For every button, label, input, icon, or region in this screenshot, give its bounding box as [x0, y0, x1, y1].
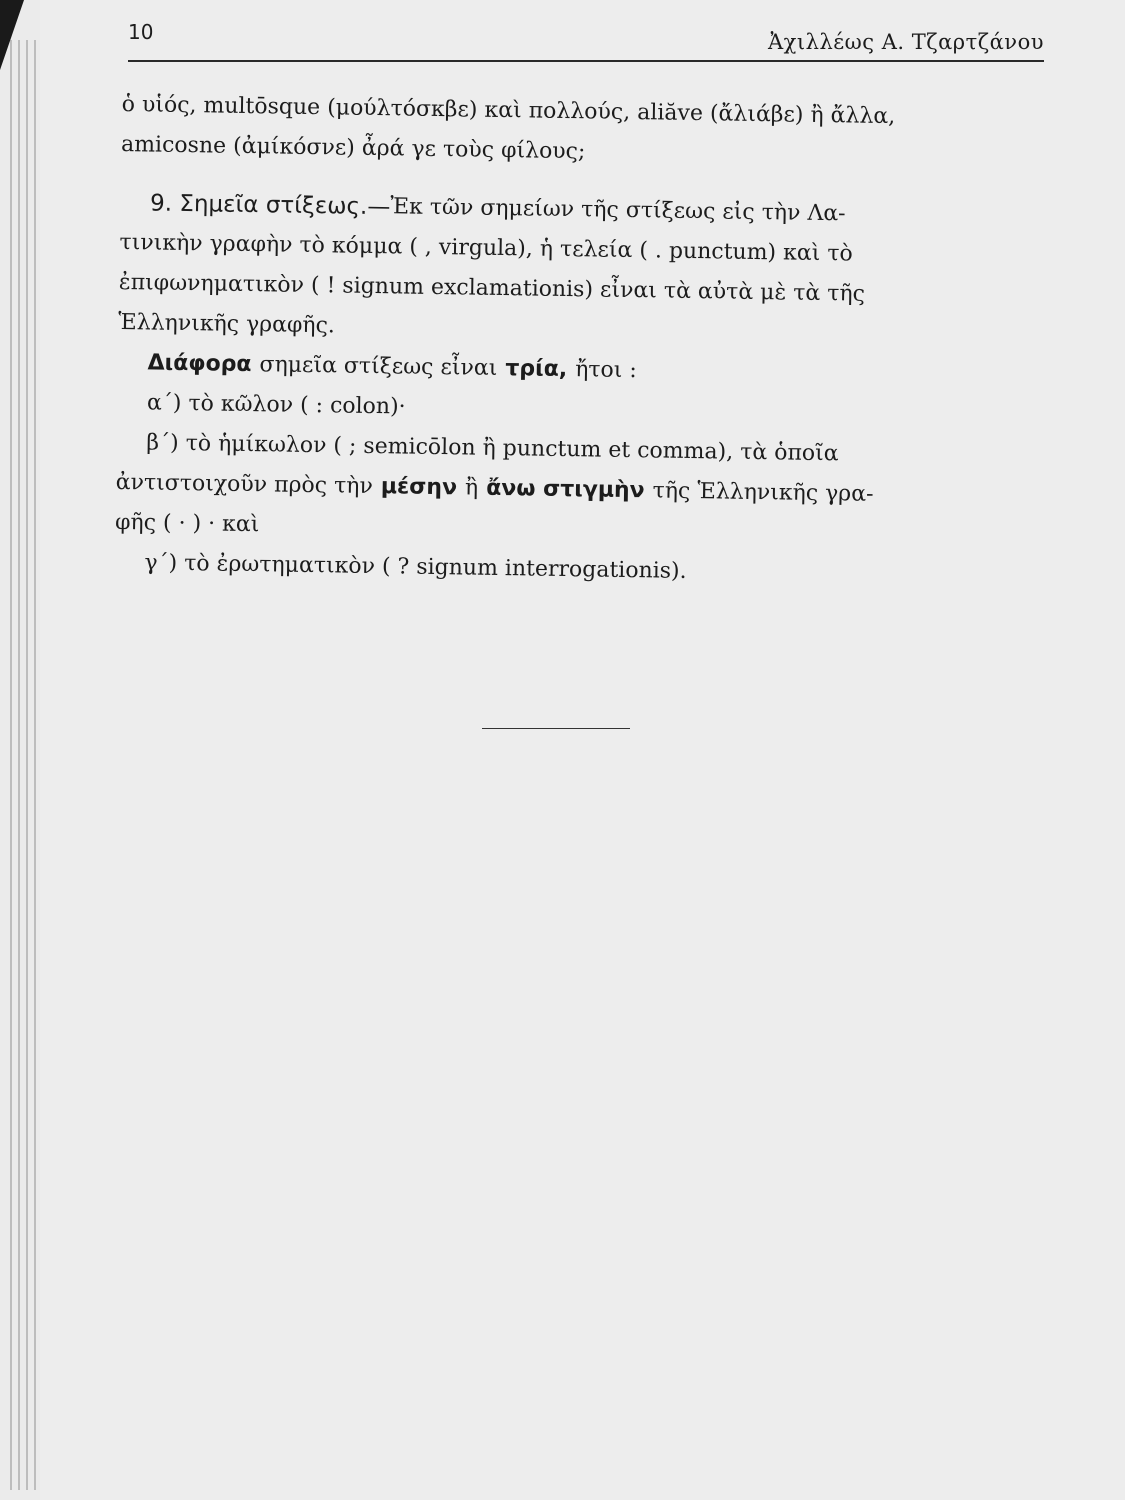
- page-edge: [18, 40, 20, 1490]
- dark-corner: [0, 0, 24, 70]
- diafora-tria-rest: ἤτοι :: [574, 357, 638, 384]
- para1-line2: amicosne (ἀμίκόσνε) ἆρά γε τοὺς φίλους;: [120, 131, 586, 165]
- page-edge: [26, 40, 28, 1490]
- page-edge: [34, 40, 36, 1490]
- item-beta-line1: β΄) τὸ ἡμίκωλον ( ; semicōlon ἢ punctum et comma), τὰ ὁποῖα: [146, 430, 839, 467]
- page-edge: [10, 40, 12, 1490]
- item-gamma: γ΄) τὸ ἐρωτηματικὸν ( ? signum interrogationis).: [144, 550, 687, 584]
- diafora-lead-rest: σημεῖα στίξεως εἶναι: [259, 352, 498, 381]
- beta-line3: φῆς ( · ) · καὶ: [114, 509, 260, 538]
- section9-line4: Ἑλληνικῆς γραφῆς.: [118, 309, 336, 339]
- page-number: 10: [128, 20, 154, 44]
- beta-line2-b: μέσην: [380, 474, 458, 501]
- header-rule: [128, 60, 1044, 62]
- running-head: Ἀχιλλέως Α. Τζαρτζάνου: [768, 30, 1044, 54]
- section-heading: 9. Σημεῖα στίξεως.—: [149, 190, 391, 221]
- para1-line1: ὁ υἱός, multōsque (μούλτόσκβε) καὶ πολλούς, aliăve (ἄλιάβε) ἢ ἄλλα,: [121, 91, 896, 130]
- section9-line2: τινικὴν γραφὴν τὸ κόμμα ( , virgula), ἡ τελεία ( . punctum) καὶ τὸ: [119, 229, 853, 267]
- item-alpha: α΄) τὸ κῶλον ( : colon)·: [146, 390, 406, 420]
- diafora-tria: τρία,: [505, 356, 568, 383]
- end-rule: [482, 728, 630, 729]
- beta-line2-c: ἢ: [464, 475, 479, 501]
- beta-line2-e: τῆς Ἑλληνικῆς γρα-: [652, 478, 874, 507]
- beta-line2-d: ἄνω στιγμὴν: [486, 475, 645, 504]
- diafora-lead: Διάφορα: [147, 350, 252, 378]
- section9-line1: Ἐκ τῶν σημείων τῆς στίξεως εἰς τὴν Λα-: [390, 194, 846, 227]
- beta-line2-a: ἀντιστοιχοῦν πρὸς τὴν: [115, 469, 374, 499]
- page-body: [114, 85, 1042, 597]
- page-header: [128, 20, 1044, 62]
- section9-line3: ἐπιφωνηματικὸν ( ! signum exclamationis) εἶναι τὰ αὐτὰ μὲ τὰ τῆς: [118, 269, 866, 307]
